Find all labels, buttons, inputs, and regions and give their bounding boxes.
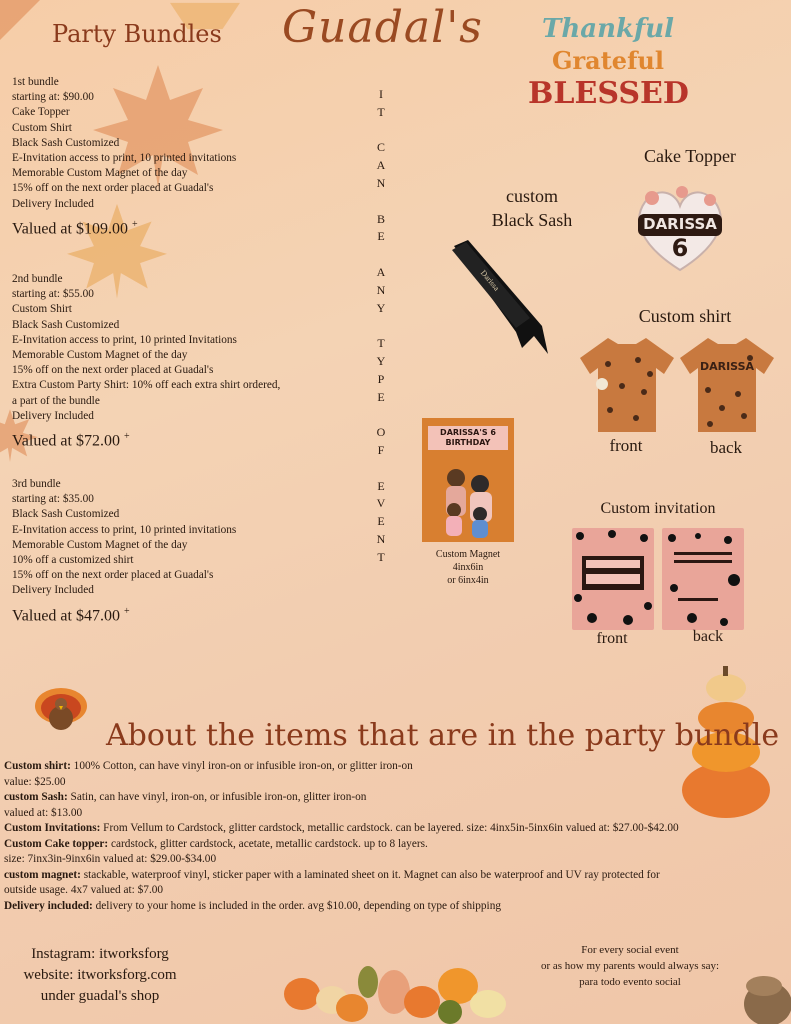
vertical-letter: B [376, 211, 385, 226]
turkey-icon [34, 686, 88, 736]
detail-line: Custom Invitations: From Vellum to Cardstock, glitter cardstock, metallic cardstock. can be layered. size: 4inx5in-5inx6in valued at: $27.00-$42.00 [4, 822, 679, 834]
invitation-front-image [572, 528, 654, 630]
bundle-price: starting at: $35.00 [12, 493, 94, 506]
bundle-item: Memorable Custom Magnet of the day [12, 538, 188, 551]
vertical-letter: P [377, 371, 385, 386]
sash-label-1: custom [506, 186, 558, 206]
vertical-spacer [371, 246, 391, 264]
grateful-word: Grateful [552, 46, 664, 75]
shirt-front-image [578, 334, 676, 434]
shirt-back-image [678, 334, 776, 434]
detail-line: Delivery included: delivery to your home is included in the order. avg $10.00, depending on type of shipping [4, 899, 501, 912]
vertical-spacer [371, 193, 391, 211]
quote-line: para todo evento social [579, 976, 681, 988]
vertical-spacer [371, 406, 391, 424]
thankful-grateful-blessed-art [528, 12, 688, 140]
detail-line: Custom Cake topper: cardstock, glitter cardstock, acetate, metallic cardstock. up to 8 layers. [4, 837, 428, 850]
blessed-word: BLESSED [528, 76, 689, 111]
bundle-item: 15% off on the next order placed at Guadal's [12, 569, 214, 582]
bundle-1 [12, 75, 332, 240]
custom-shirt-label: Custom shirt [638, 306, 732, 326]
quote-line: For every social event [581, 944, 679, 956]
vertical-letter: N [376, 531, 386, 546]
invitation-back-image [662, 528, 744, 630]
bundle-name: 2nd bundle [12, 273, 63, 285]
website-link[interactable]: website: itworksforg.com [23, 967, 177, 983]
bundle-item: E-Invitation access to print, 10 printed invitations [12, 152, 237, 165]
social-links [10, 944, 190, 1007]
polka-dot-pattern-icon [662, 528, 744, 630]
bundle-value: Valued at $72.00 + [12, 431, 130, 450]
vertical-letter: E [377, 478, 385, 493]
shirt-front-label: front [609, 436, 643, 455]
bundle-item: 10% off a customized shirt [12, 554, 134, 567]
vertical-spacer [371, 317, 391, 335]
bundle-item: Custom Shirt [12, 121, 72, 134]
shirt-back-name: DARISSA [699, 360, 755, 373]
bundle-item: Delivery Included [12, 197, 94, 210]
magnet-caption-1: Custom Magnet [435, 549, 501, 560]
bundle-price: starting at: $55.00 [12, 288, 94, 301]
vertical-letter: I [379, 87, 383, 101]
bundle-item: E-Invitation access to print, 10 printed invitations [12, 523, 237, 536]
pumpkin-patch-icon [282, 958, 512, 1024]
bundle-name: 3rd bundle [12, 478, 61, 490]
vertical-letter: F [377, 442, 385, 457]
instagram-link[interactable]: Instagram: itworksforg [31, 946, 169, 962]
vertical-letter: V [376, 496, 386, 511]
bundle-item: Delivery Included [12, 409, 94, 422]
about-title: About the items that are in the party bundle [106, 718, 780, 753]
custom-invitation-label: Custom invitation [600, 500, 716, 517]
bundle-price: starting at: $90.00 [12, 91, 94, 104]
bundle-3 [12, 477, 332, 627]
detail-line: value: $25.00 [4, 775, 66, 788]
bundle-item: Cake Topper [12, 106, 70, 119]
bundle-item: Memorable Custom Magnet of the day [12, 167, 188, 180]
bundle-item: Black Sash Customized [12, 508, 120, 521]
vertical-letter: N [376, 175, 386, 190]
bundle-item: a part of the bundle [12, 394, 100, 407]
quote-line: or as how my parents would always say: [540, 960, 720, 972]
cake-topper-image [630, 180, 730, 280]
cake-topper-label: Cake Topper [644, 146, 736, 166]
custom-magnet-image [422, 418, 514, 542]
page-title: Party Bundles [52, 20, 222, 48]
thankful-word: Thankful [542, 14, 674, 44]
vertical-tagline [371, 86, 391, 567]
vertical-letter: T [377, 336, 385, 351]
vertical-spacer [371, 122, 391, 140]
shirt-back-label: back [709, 438, 743, 457]
bundle-item: E-Invitation access to print, 10 printed Invitations [12, 333, 237, 346]
bundle-item: 15% off on the next order placed at Guadal's [12, 364, 214, 377]
vertical-letter: N [376, 282, 386, 297]
sash-text: Darissa [478, 268, 502, 293]
vertical-letter: T [377, 549, 385, 564]
cake-topper-name: DARISSA [643, 215, 717, 233]
vertical-letter: E [377, 229, 385, 244]
bundle-value: Valued at $47.00 + [12, 605, 130, 624]
detail-line: Custom shirt: 100% Cotton, can have vinyl iron-on or infusible iron-on, or glitter iron-on [4, 760, 413, 772]
vertical-letter: E [377, 389, 385, 404]
detail-line: custom Sash: Satin, can have vinyl, iron-on, or infusible iron-on, glitter iron-on [4, 791, 367, 803]
bundle-value: Valued at $109.00 + [12, 218, 138, 238]
bundle-item: Extra Custom Party Shirt: 10% off each extra shirt ordered, [12, 379, 281, 392]
invitation-front-label: front [596, 630, 628, 647]
detail-line: valued at: $13.00 [4, 806, 83, 819]
closing-quote [530, 942, 730, 990]
vertical-letter: E [377, 514, 385, 529]
bundle-name: 1st bundle [12, 76, 59, 88]
sash-label-2: Black Sash [491, 210, 573, 230]
bundle-item: 15% off on the next order placed at Guadal's [12, 182, 214, 195]
vertical-letter: A [376, 264, 386, 279]
family-illustration-icon [436, 466, 502, 540]
shop-text: under guadal's shop [40, 988, 160, 1004]
vertical-letter: T [377, 104, 385, 119]
vertical-letter: Y [376, 353, 386, 368]
magnet-title: DARISSA'S 6 BIRTHDAY [428, 426, 508, 450]
brand-logo: Guadal's [282, 2, 483, 53]
vertical-letter: O [376, 425, 386, 440]
magnet-caption-2: 4inx6in [452, 562, 484, 573]
vertical-letter: Y [376, 300, 386, 315]
cake-topper-number: 6 [671, 234, 689, 262]
detail-line: outside usage. 4x7 valued at: $7.00 [4, 884, 164, 896]
vertical-letter: A [376, 158, 386, 173]
bundle-item: Black Sash Customized [12, 136, 120, 149]
bundle-item: Black Sash Customized [12, 318, 120, 331]
maple-leaf-icon [0, 0, 40, 40]
magnet-caption-3: or 6inx4in [447, 575, 489, 586]
polka-dot-pattern-icon [572, 528, 654, 630]
about-details [4, 759, 789, 914]
bundle-item: Delivery Included [12, 584, 94, 597]
vertical-letter: C [376, 140, 385, 155]
bundle-2 [12, 272, 332, 452]
detail-line: size: 7inx3in-9inx6in valued at: $29.00-$34.00 [4, 853, 217, 865]
bundle-item: Custom Shirt [12, 303, 72, 316]
acorn-icon [736, 964, 791, 1024]
bundle-item: Memorable Custom Magnet of the day [12, 349, 188, 362]
invitation-back-label: back [692, 628, 724, 645]
detail-line: custom magnet: stackable, waterproof vinyl, sticker paper with a laminated sheet on it. Magnet can also be waterproof and UV ray protected for [4, 868, 660, 881]
vertical-spacer [371, 460, 391, 478]
